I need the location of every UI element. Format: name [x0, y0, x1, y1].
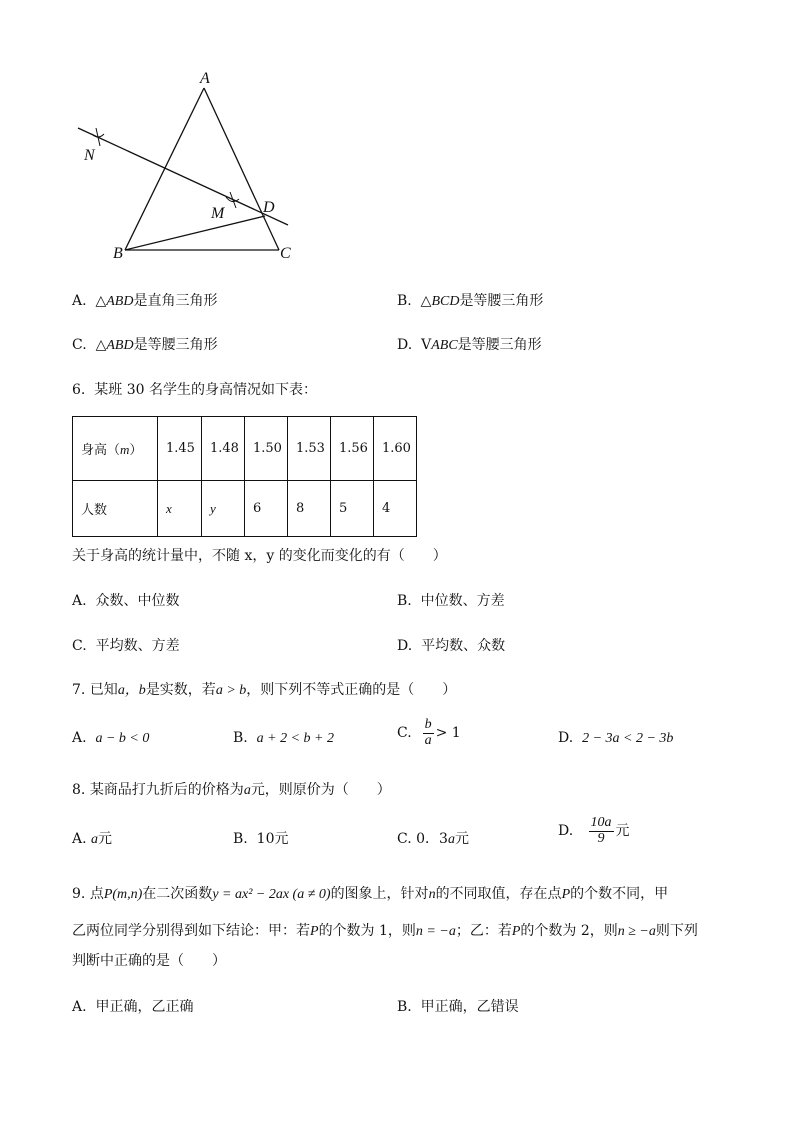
q6-option-c[interactable]: C. 平均数、方差 [72, 638, 180, 654]
segment-bd [125, 216, 265, 250]
triangle-figure [70, 60, 310, 270]
label-m: M [211, 205, 225, 222]
table-cell: 1.48 [202, 417, 245, 481]
q7-option-b[interactable]: B. a + 2 < b + 2 [233, 730, 334, 746]
q6-option-d[interactable]: D. 平均数、众数 [397, 638, 506, 654]
q6-option-b[interactable]: B. 中位数、方差 [397, 593, 505, 609]
question-text: 某班 30 名学生的身高情况如下表： [94, 382, 317, 398]
table-cell: 6 [245, 481, 288, 537]
triangle-symbol: △ [95, 337, 107, 353]
side-ac [204, 88, 279, 250]
option-letter: B. [397, 293, 412, 309]
arc-mark-m [226, 192, 239, 208]
label-d: D [263, 199, 275, 216]
q5-option-a[interactable] [72, 290, 217, 310]
q8-option-d[interactable]: D. $\frac{10a}{9}$ 元 [558, 815, 630, 846]
table-cell: 1.60 [374, 417, 417, 481]
option-letter: D. [397, 337, 413, 353]
q7-option-c[interactable]: C. $\frac{b}{a}$ > 1 [397, 717, 461, 748]
triangle-symbol: V [421, 337, 432, 353]
triangle-symbol: △ [420, 293, 432, 309]
triangle-symbol: △ [95, 293, 107, 309]
table-cell: 4 [374, 481, 417, 537]
table-header-cell: 身高（m） [73, 417, 158, 481]
q9-option-a[interactable]: A. 甲正确，乙正确 [72, 999, 194, 1015]
q9-line-3: 判断中正确的是（ ） [72, 953, 226, 969]
q9-line-2: 乙两位同学分别得到如下结论：甲：若P的个数为 1，则n = −a；乙：若P的个数为 2，则n ≥ −a则下列 [72, 923, 698, 939]
q9-line-1: 9. 点P(m,n)在二次函数y = ax² − 2ax (a ≠ 0)的图象上，针对n的不同取值，存在点P的个数不同，甲 [72, 886, 669, 902]
q7-stem: 7. 已知a，b是实数，若a > b，则下列不等式正确的是（ ） [72, 682, 457, 698]
table-cell: 5 [331, 481, 374, 537]
table-cell: y [202, 481, 245, 537]
table-cell: 1.50 [245, 417, 288, 481]
triangle-name: ABC [431, 338, 458, 353]
line-mn [78, 128, 288, 225]
q8-option-c[interactable]: C. 0．3a元 [397, 831, 469, 847]
option-text: 是等腰三角形 [133, 337, 218, 353]
q6-question: 关于身高的统计量中，不随 x，y 的变化而变化的有（ ） [72, 548, 447, 564]
table-cell: 1.45 [158, 417, 202, 481]
triangle-name: ABD [106, 294, 134, 309]
q5-option-c[interactable] [72, 334, 218, 354]
label-a: A [200, 70, 210, 87]
height-table [72, 416, 417, 537]
label-n: N [84, 147, 95, 164]
option-text: 是直角三角形 [133, 293, 218, 309]
side-ab [125, 88, 204, 250]
option-letter: A. [72, 293, 87, 309]
option-text: 是等腰三角形 [459, 293, 544, 309]
table-cell: 8 [288, 481, 331, 537]
table-cell: 1.56 [331, 417, 374, 481]
question-number: 6. [72, 382, 86, 398]
triangle-name: ABD [106, 338, 134, 353]
q6-option-a[interactable]: A. 众数、中位数 [72, 593, 180, 609]
q8-option-b[interactable]: B. 10元 [233, 831, 289, 847]
table-cell: 1.53 [288, 417, 331, 481]
arc-mark-n [92, 128, 104, 146]
table-row [73, 481, 417, 537]
option-text: 是等腰三角形 [457, 337, 542, 353]
fraction: $\frac{b}{a}$ [424, 717, 432, 748]
triangle-name: BCD [431, 294, 460, 309]
fraction: $\frac{10a}{9}$ [590, 815, 612, 846]
q8-stem: 8. 某商品打九折后的价格为a元，则原价为（ ） [72, 782, 391, 798]
label-c: C [280, 245, 291, 262]
q5-option-b[interactable] [397, 290, 543, 310]
table-header-cell: 人数 [73, 481, 158, 537]
q7-option-a[interactable]: A. a − b < 0 [72, 730, 150, 746]
q9-option-b[interactable]: B. 甲正确，乙错误 [397, 999, 519, 1015]
q6-stem [72, 379, 317, 399]
table-row [73, 417, 417, 481]
option-letter: C. [72, 337, 87, 353]
table-cell: x [158, 481, 202, 537]
q8-option-a[interactable]: A. a元 [72, 831, 113, 847]
q7-option-d[interactable]: D. 2 − 3a < 2 − 3b [558, 730, 674, 746]
q5-option-d[interactable] [397, 334, 542, 354]
label-b: B [113, 245, 123, 262]
